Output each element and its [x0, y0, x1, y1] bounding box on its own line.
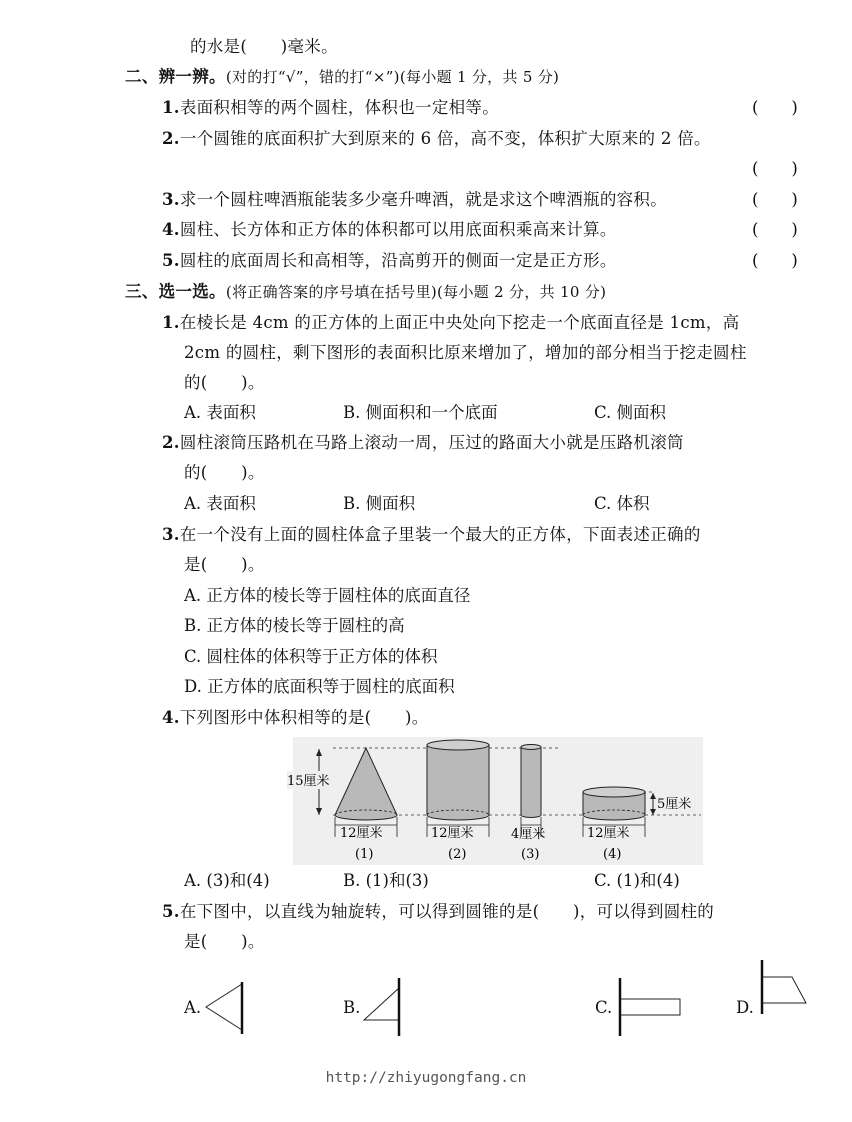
- question-3-line-1: [162, 524, 701, 546]
- question-2-line-2[interactable]: 的( )。: [184, 463, 265, 482]
- option-b[interactable]: B. 侧面积和一个底面: [343, 403, 498, 422]
- rotation-figure-d[interactable]: [756, 960, 812, 1014]
- item-text: 表面积相等的两个圆柱，体积也一定相等。: [179, 98, 500, 117]
- tf-item-3: [162, 189, 667, 211]
- item-number: 1.: [162, 313, 180, 332]
- item-text: 一个圆锥的底面积扩大到原来的 6 倍，高不变，体积扩大原来的 2 倍。: [179, 129, 711, 148]
- item-number: 2.: [162, 433, 180, 452]
- cylinder-3-diameter-label: 4厘米: [511, 827, 546, 842]
- figure-caption-1: (1): [355, 847, 374, 862]
- item-number: 4.: [162, 220, 180, 239]
- option-c[interactable]: C. 圆柱体的体积等于正方体的体积: [184, 647, 438, 666]
- figure-caption-4: (4): [603, 847, 622, 862]
- cylinder-3-top: [521, 745, 541, 750]
- figure-label-a[interactable]: A.: [184, 998, 202, 1017]
- item-number: 3.: [162, 190, 180, 209]
- item-text: 圆柱的底面周长和高相等，沿高剪开的侧面一定是正方形。: [179, 251, 617, 270]
- question-3-line-2[interactable]: 是( )。: [184, 555, 265, 574]
- figure-caption-2: (2): [448, 847, 467, 862]
- item-text: 圆柱、长方体和正方体的体积都可以用底面积乘高来计算。: [179, 220, 617, 239]
- option-b[interactable]: B. (1)和(3): [343, 871, 429, 890]
- item-number: 5.: [162, 251, 180, 270]
- figure-label-d[interactable]: D.: [736, 998, 754, 1017]
- height-15-label: 15厘米: [287, 774, 330, 789]
- rotation-figure-b[interactable]: [362, 978, 406, 1036]
- triangle-edges: [206, 984, 242, 1030]
- answer-blank[interactable]: ( ): [752, 251, 798, 270]
- section-3-title: 三、选一选。: [125, 282, 226, 301]
- option-c[interactable]: C. 体积: [594, 494, 650, 513]
- question-1-line-3[interactable]: 的( )。: [184, 373, 265, 392]
- section-2-heading: [125, 66, 559, 88]
- option-a[interactable]: A. 表面积: [184, 494, 256, 513]
- item-text: 求一个圆柱啤酒瓶能装多少毫升啤酒，就是求这个啤酒瓶的容积。: [179, 190, 668, 209]
- rectangle-shape: [620, 999, 680, 1015]
- question-5-line-2[interactable]: 是( )。: [184, 932, 265, 951]
- section-3-note: (将正确答案的序号填在括号里)(每小题 2 分，共 10 分): [225, 283, 607, 301]
- cone-diameter-label: 12厘米: [340, 826, 383, 841]
- trapezoid-edges: [762, 977, 806, 1003]
- cylinder-4-diameter-label: 12厘米: [587, 826, 630, 841]
- figure-label-b[interactable]: B.: [343, 998, 361, 1017]
- figure-label-c[interactable]: C.: [595, 998, 613, 1017]
- cylinder-2-top: [427, 740, 489, 750]
- question-text: 在下图中，以直线为轴旋转，可以得到圆锥的是( )，可以得到圆柱的: [179, 902, 715, 921]
- item-number: 3.: [162, 525, 180, 544]
- section-2-note: (对的打“√”，错的打“×”)(每小题 1 分，共 5 分): [225, 68, 560, 86]
- tf-item-5: [162, 250, 617, 272]
- option-b[interactable]: B. 侧面积: [343, 494, 416, 513]
- option-a[interactable]: A. (3)和(4): [184, 871, 270, 890]
- answer-blank[interactable]: ( ): [752, 159, 798, 178]
- section-3-heading: [125, 281, 606, 303]
- item-number: 5.: [162, 902, 180, 921]
- question-text: 圆柱滚筒压路机在马路上滚动一周，压过的路面大小就是压路机滚筒: [179, 433, 684, 452]
- tf-item-2: [162, 128, 711, 150]
- item-number: 1.: [162, 98, 180, 117]
- answer-blank[interactable]: ( ): [752, 190, 798, 209]
- option-b[interactable]: B. 正方体的棱长等于圆柱的高: [184, 616, 405, 635]
- question-text: 下列图形中体积相等的是( )。: [179, 708, 429, 727]
- answer-blank[interactable]: ( ): [752, 98, 798, 117]
- tf-item-1: [162, 97, 499, 119]
- rotation-figure-c[interactable]: [614, 978, 684, 1036]
- triangle-edges: [364, 988, 399, 1020]
- question-5-line-1[interactable]: [162, 901, 714, 923]
- question-1-line-2: 2cm 的圆柱，剩下图形的表面积比原来增加了，增加的部分相当于挖走圆柱: [184, 343, 747, 362]
- footer-url[interactable]: http://zhiyugongfang.cn: [325, 1070, 527, 1086]
- section-2-title: 二、辨一辨。: [125, 67, 226, 86]
- question-text: 在棱长是 4cm 的正方体的上面正中央处向下挖走一个底面直径是 1cm，高: [179, 313, 740, 332]
- question-4-line-1[interactable]: [162, 707, 429, 729]
- option-d[interactable]: D. 正方体的底面积等于圆柱的底面积: [184, 677, 455, 696]
- answer-blank[interactable]: ( ): [752, 220, 798, 239]
- previous-question-tail: 的水是( )毫米。: [190, 37, 338, 56]
- solids-figure: [287, 737, 703, 865]
- cylinder-2-diameter-label: 12厘米: [431, 826, 474, 841]
- tf-item-4: [162, 219, 617, 241]
- question-1-line-1: [162, 312, 739, 334]
- item-number: 4.: [162, 708, 180, 727]
- option-a[interactable]: A. 正方体的棱长等于圆柱体的底面直径: [184, 586, 471, 605]
- item-number: 2.: [162, 129, 180, 148]
- figure-caption-3: (3): [521, 847, 540, 862]
- rotation-figure-a[interactable]: [204, 982, 248, 1034]
- cylinder-3-body: [521, 747, 541, 818]
- option-c[interactable]: C. (1)和(4): [594, 871, 680, 890]
- question-text: 在一个没有上面的圆柱体盒子里装一个最大的正方体，下面表述正确的: [179, 525, 701, 544]
- option-c[interactable]: C. 侧面积: [594, 403, 667, 422]
- height-5-label: 5厘米: [657, 797, 692, 812]
- question-2-line-1: [162, 432, 684, 454]
- cylinder-2-body: [427, 745, 489, 820]
- option-a[interactable]: A. 表面积: [184, 403, 256, 422]
- cylinder-4-top: [583, 787, 645, 797]
